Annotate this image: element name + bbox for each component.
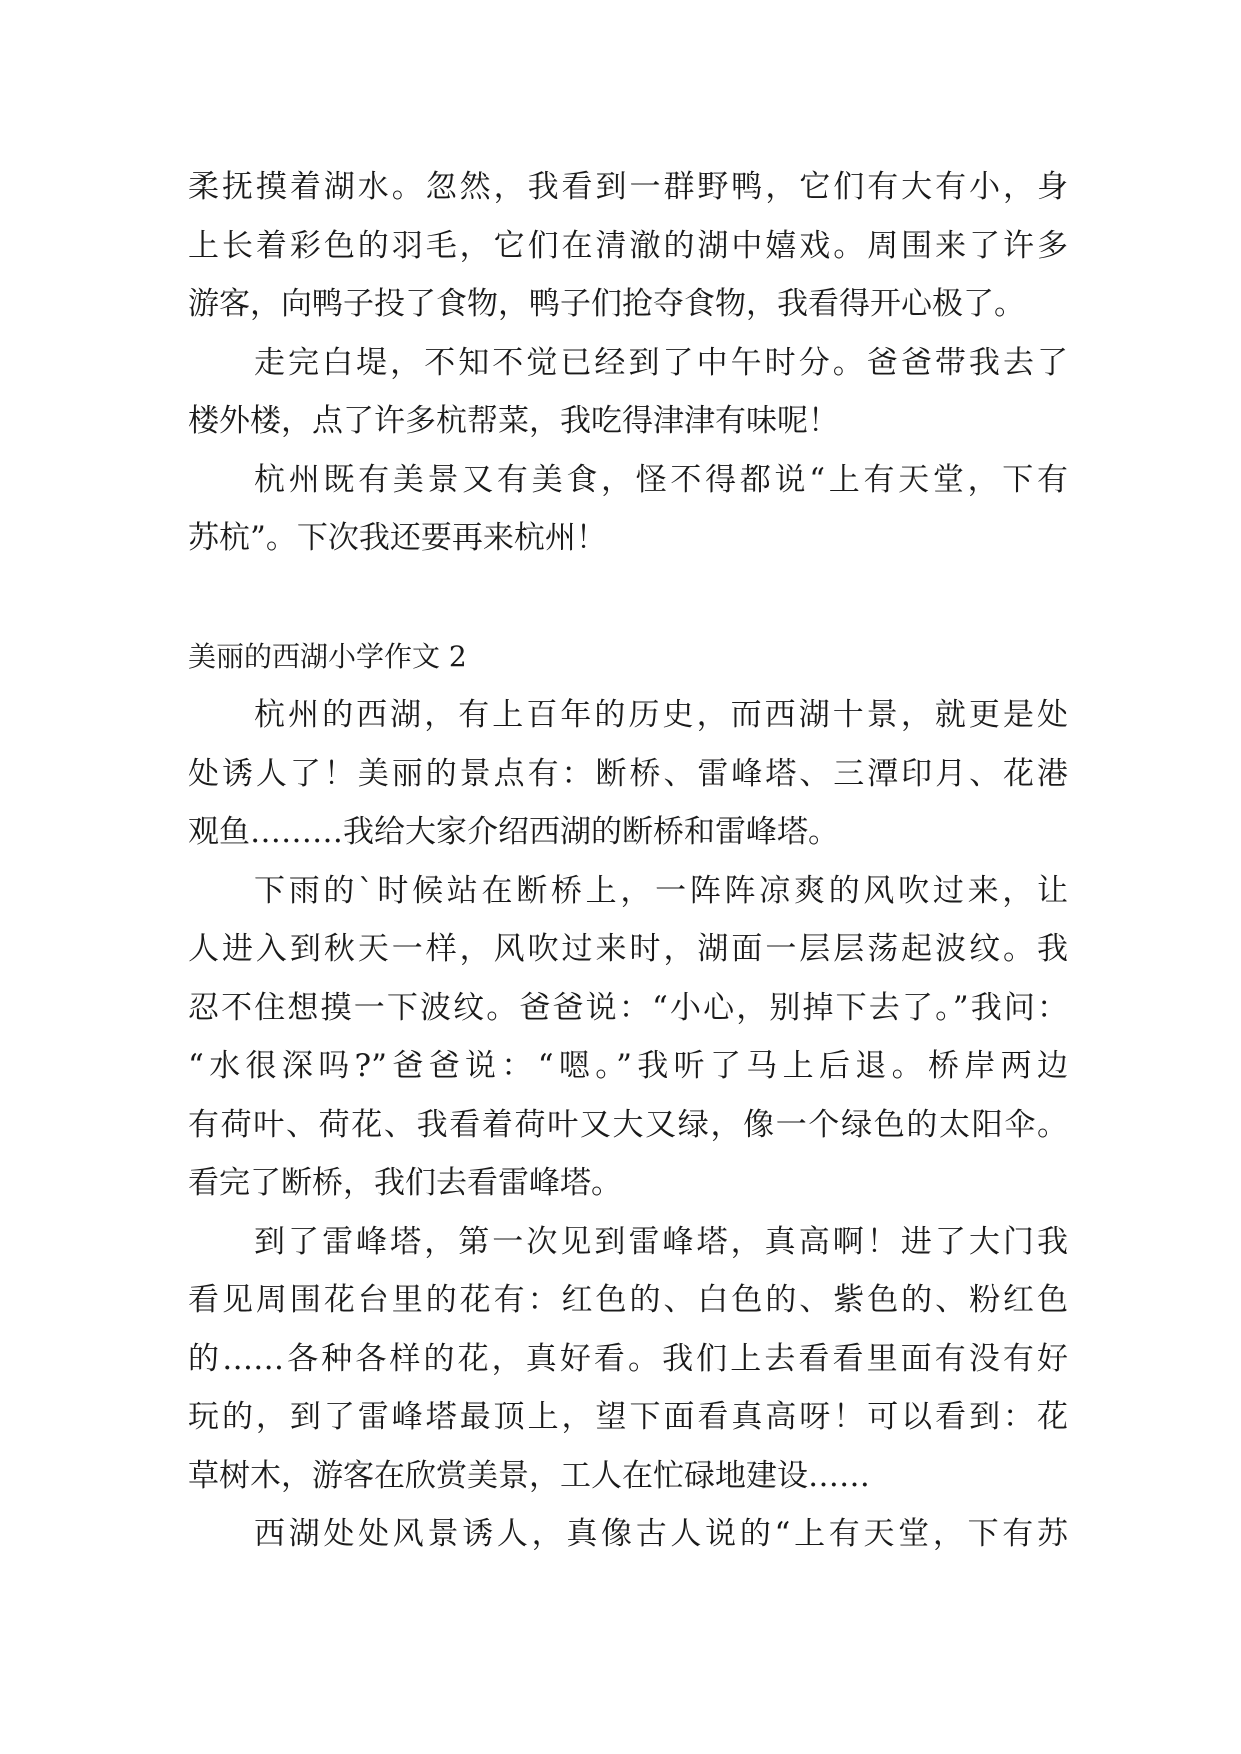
paragraph-line: 西湖处处风景诱人，真像古人说的“上有天堂，下有苏 xyxy=(254,1516,1068,1552)
paragraph-line: 柔抚摸着湖水。忽然，我看到一群野鸭，它们有大有小，身 xyxy=(188,169,1068,205)
paragraph-line: 杭州的西湖，有上百年的历史，而西湖十景，就更是处 xyxy=(254,697,1068,733)
paragraph-line: 看完了断桥，我们去看雷峰塔。 xyxy=(188,1165,622,1201)
paragraph-line: 看见周围花台里的花有：红色的、白色的、紫色的、粉红色 xyxy=(188,1282,1068,1318)
paragraph-line: 的……各种各样的花，真好看。我们上去看看里面有没有好 xyxy=(188,1340,1068,1377)
essay-body xyxy=(188,158,1068,1564)
paragraph-line: 楼外楼，点了许多杭帮菜，我吃得津津有味呢！ xyxy=(188,403,839,439)
paragraph-line: 忍不住想摸一下波纹。爸爸说：“小心，别掉下去了。”我问： xyxy=(188,989,1068,1026)
essay-title: 美丽的西湖小学作文 2 xyxy=(188,639,467,673)
paragraph-line: 玩的，到了雷峰塔最顶上，望下面看真高呀！可以看到：花 xyxy=(188,1399,1068,1435)
paragraph-line: 处诱人了！美丽的景点有：断桥、雷峰塔、三潭印月、花港 xyxy=(188,755,1068,792)
paragraph-line: 苏杭”。下次我还要再来杭州！ xyxy=(188,520,607,556)
paragraph-line: “水很深吗?”爸爸说：“嗯。”我听了马上后退。桥岸两边 xyxy=(188,1048,1068,1084)
paragraph-line: 草树木，游客在欣赏美景，工人在忙碌地建设…… xyxy=(188,1457,870,1494)
paragraph-line: 下雨的`时候站在断桥上，一阵阵凉爽的风吹过来，让 xyxy=(254,872,1068,909)
paragraph-line: 到了雷峰塔，第一次见到雷峰塔，真高啊！进了大门我 xyxy=(254,1223,1068,1260)
paragraph-line: 杭州既有美景又有美食，怪不得都说“上有天堂，下有 xyxy=(254,461,1068,498)
paragraph-line: 观鱼………我给大家介绍西湖的断桥和雷峰塔。 xyxy=(188,814,839,850)
paragraph-line: 有荷叶、荷花、我看着荷叶又大又绿，像一个绿色的太阳伞。 xyxy=(188,1106,1068,1143)
paragraph-line: 游客，向鸭子投了食物，鸭子们抢夺食物，我看得开心极了。 xyxy=(188,286,1025,322)
paragraph-line: 人进入到秋天一样，风吹过来时，湖面一层层荡起波纹。我 xyxy=(188,931,1068,967)
paragraph-line: 走完白堤，不知不觉已经到了中午时分。爸爸带我去了 xyxy=(254,344,1068,381)
paragraph-line: 上长着彩色的羽毛，它们在清澈的湖中嬉戏。周围来了许多 xyxy=(188,227,1068,264)
section-gap xyxy=(188,568,1068,628)
